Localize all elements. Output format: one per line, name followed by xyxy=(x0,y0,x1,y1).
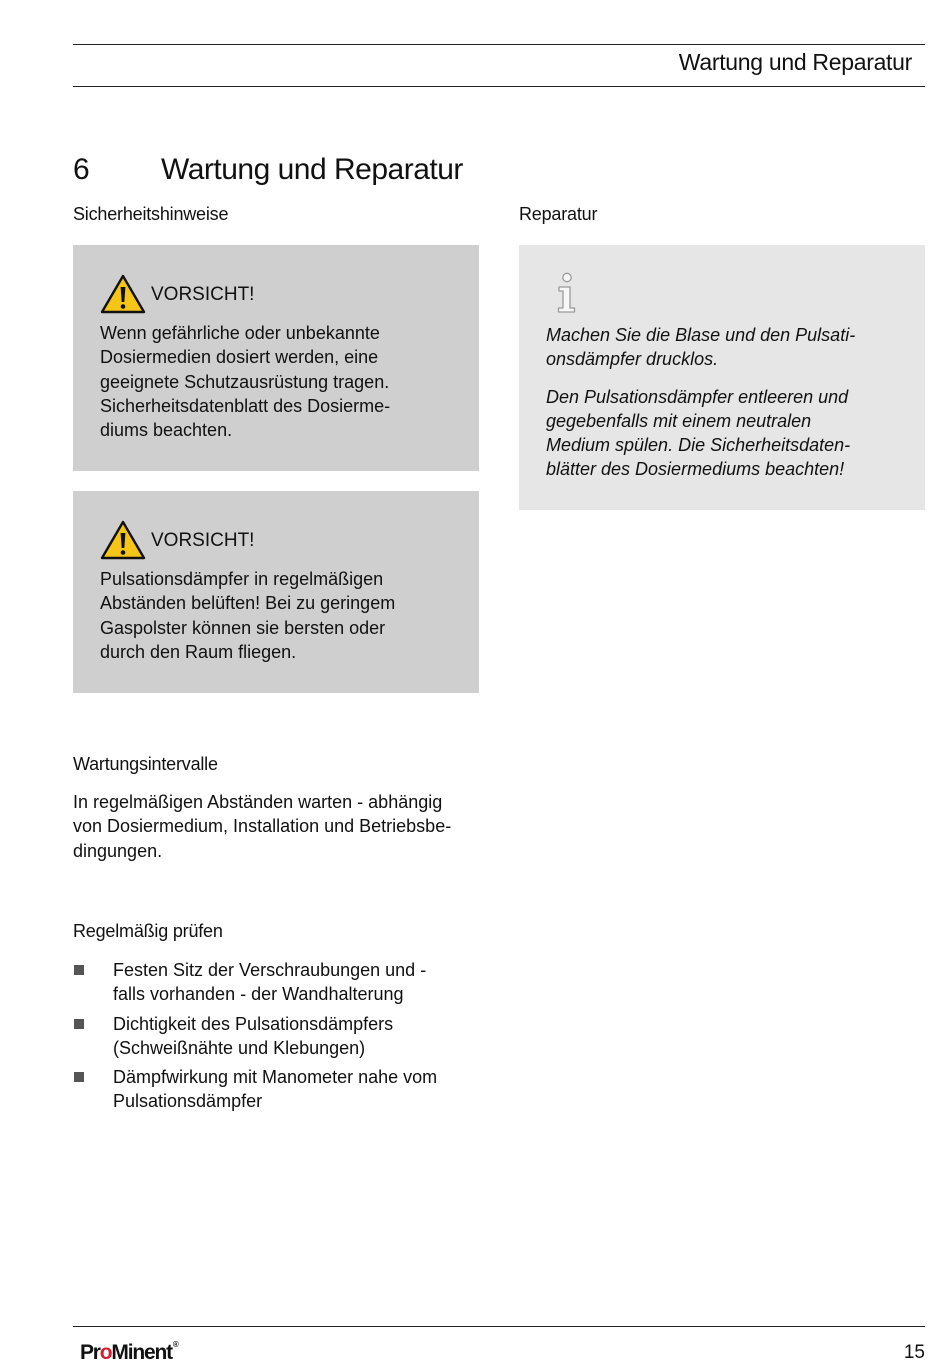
chapter-heading xyxy=(73,153,463,187)
prominent-logo: ProMinent® xyxy=(80,1340,179,1364)
text-line: Wenn gefährliche oder unbekannte xyxy=(100,323,380,343)
text-line: blätter des Dosiermediums beachten! xyxy=(546,459,845,480)
page-number: 15 xyxy=(903,1342,925,1363)
text-line: gegebenfalls mit einem neutralen xyxy=(546,410,812,431)
text-line: Pulsationsdämpfer in regelmäßigen xyxy=(100,569,384,589)
text-line: durch den Raum fliegen. xyxy=(100,641,297,662)
text-line: falls vorhanden - der Wandhalterung xyxy=(113,984,404,1005)
warning-triangle-icon xyxy=(100,274,146,314)
text-line: Sicherheitsdatenblatt des Dosierme- xyxy=(100,395,391,416)
text-line: Medium spülen. Die Sicherheitsdaten- xyxy=(546,435,851,456)
signal-word-row xyxy=(100,520,254,560)
warning-box xyxy=(73,491,479,693)
text-line: Machen Sie die Blase und den Pulsati- xyxy=(546,325,856,345)
header-rule-bottom xyxy=(73,86,925,87)
text-line: Pulsationsdämpfer xyxy=(113,1091,263,1112)
check-heading: Regelmäßig prüfen xyxy=(73,921,223,941)
signal-word-row xyxy=(100,274,254,314)
info-paragraph xyxy=(546,385,907,482)
text-line: diums beachten. xyxy=(100,420,233,441)
info-box xyxy=(519,245,925,510)
text-line: von Dosiermedium, Installation und Betriebsbe- xyxy=(73,816,452,837)
header-rule-top xyxy=(73,44,925,45)
text-line: Den Pulsationsdämpfer entleeren und xyxy=(546,386,849,407)
check-list xyxy=(73,958,483,1119)
maintenance-text xyxy=(73,790,493,863)
text-line: geeignete Schutzausrüstung tragen. xyxy=(100,371,390,392)
text-line: Dämpfwirkung mit Manometer nahe vom xyxy=(113,1067,438,1088)
list-item xyxy=(73,1012,483,1061)
maintenance-heading: Wartungsintervalle xyxy=(73,754,218,774)
header-title: Wartung und Reparatur xyxy=(678,49,912,75)
text-line: dingungen. xyxy=(73,840,163,861)
list-item xyxy=(73,1065,483,1114)
list-item xyxy=(73,958,483,1007)
text-line: Abständen belüften! Bei zu geringem xyxy=(100,593,396,614)
signal-word: VORSICHT! xyxy=(151,530,255,551)
text-line: (Schweißnähte und Klebungen) xyxy=(113,1037,366,1058)
square-bullet-icon xyxy=(74,1072,84,1082)
square-bullet-icon xyxy=(74,965,84,975)
warning-triangle-icon xyxy=(100,520,146,560)
chapter-title: Wartung und Reparatur xyxy=(161,153,463,186)
text-line: Dichtigkeit des Pulsationsdämpfers xyxy=(113,1013,394,1034)
text-line: onsdämpfer drucklos. xyxy=(546,349,719,370)
chapter-number: 6 xyxy=(73,153,90,186)
footer-rule xyxy=(73,1326,925,1327)
repair-heading: Reparatur xyxy=(519,204,598,224)
text-line: In regelmäßigen Abständen warten - abhängig xyxy=(73,792,443,812)
text-line: Festen Sitz der Verschraubungen und - xyxy=(113,960,427,980)
warning-box xyxy=(73,245,479,471)
info-paragraph xyxy=(546,323,907,372)
warning-text xyxy=(100,321,459,442)
info-icon xyxy=(555,272,579,319)
square-bullet-icon xyxy=(74,1019,84,1029)
signal-word: VORSICHT! xyxy=(151,284,255,305)
safety-heading: Sicherheitshinweise xyxy=(73,204,229,224)
warning-text xyxy=(100,567,459,664)
info-text xyxy=(546,323,907,495)
text-line: Gaspolster können sie bersten oder xyxy=(100,617,386,638)
text-line: Dosiermedien dosiert werden, eine xyxy=(100,347,379,368)
